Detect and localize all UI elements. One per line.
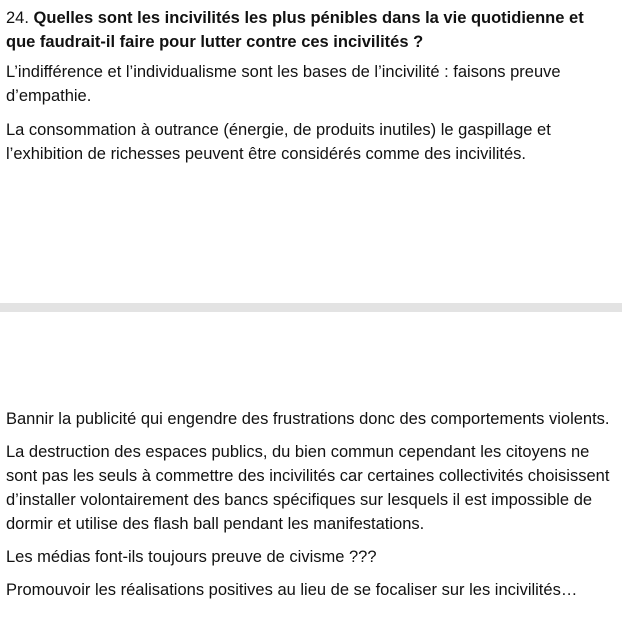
document-page-bottom <box>6 407 616 611</box>
page-divider <box>0 303 622 312</box>
document-page-top <box>6 6 616 176</box>
question-text: Quelles sont les incivilités les plus pénibles dans la vie quotidienne et que faudrait-il faire pour lutter contre ces incivilités ? <box>6 9 584 51</box>
question-number: 24. <box>6 9 34 27</box>
question-heading <box>6 6 616 54</box>
answer-paragraph: Bannir la publicité qui engendre des frustrations donc des comportements violents. <box>6 410 610 428</box>
answer-paragraph: L’indifférence et l’individualisme sont les bases de l’incivilité : faisons preuve d’empathie. <box>6 63 561 105</box>
answer-paragraph: La consommation à outrance (énergie, de produits inutiles) le gaspillage et l’exhibition de richesses peuvent être considérés comme des incivilités. <box>6 121 551 163</box>
answer-paragraph: La destruction des espaces publics, du bien commun cependant les citoyens ne sont pas les seuls à commettre des incivilités car certaines collectivités choisissent d’installer volontairement des bancs spécifiques sur lesquels il est impossible de dormir et utilise des flash ball pendant les manifestations. <box>6 443 610 533</box>
answer-paragraph: Promouvoir les réalisations positives au lieu de se focaliser sur les incivilités… <box>6 581 578 599</box>
answer-paragraph: Les médias font-ils toujours preuve de civisme ??? <box>6 548 377 566</box>
